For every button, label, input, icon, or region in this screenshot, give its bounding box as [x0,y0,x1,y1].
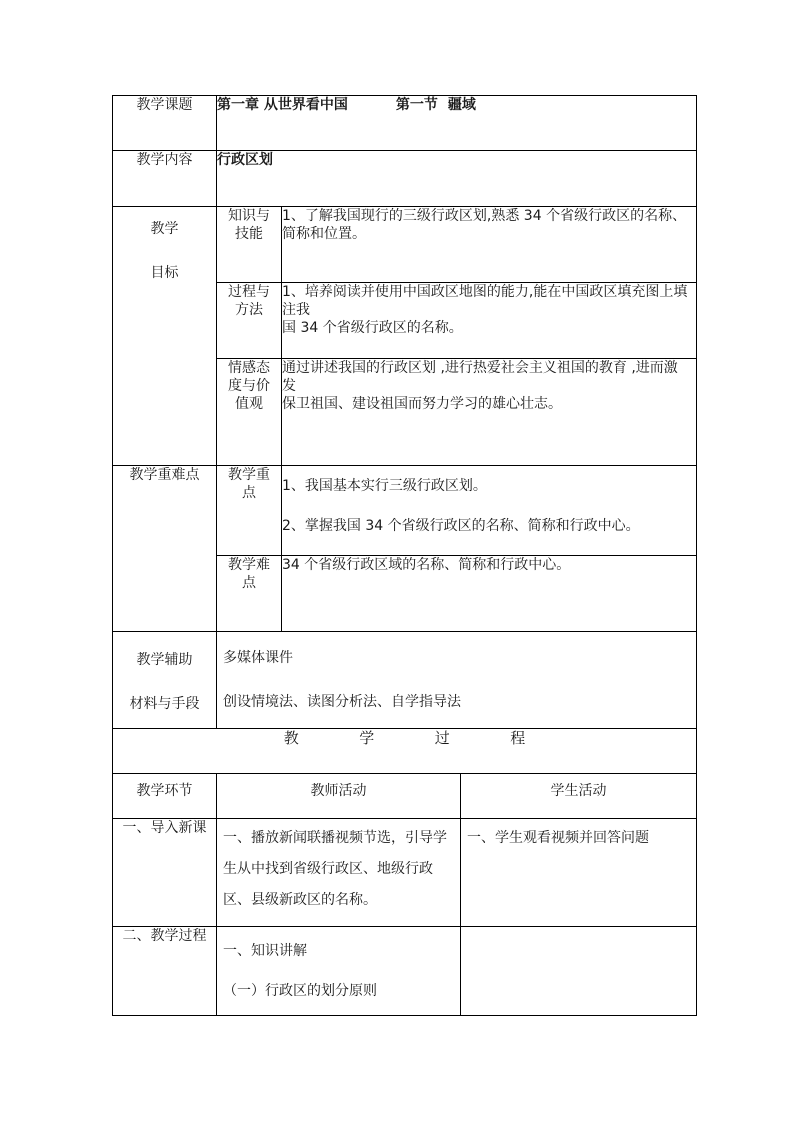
objectives-label-2: 目标 [150,265,179,281]
objective-line: 1、了解我国现行的三级行政区划,熟悉 34 个省级行政区的名称、 [282,208,687,224]
course-topic: 疆域 [447,97,476,113]
table-row [113,819,697,927]
content-label: 教学内容 [113,151,217,207]
process-heading-char: 程 [510,729,526,747]
sublabel-line: 情感态 [228,360,270,376]
teacher-line: （一）行政区的划分原则 [223,983,377,999]
aids-label-1: 教学辅助 [136,652,193,668]
objective-text [282,283,697,359]
focus-line: 1、我国基本实行三级行政区划。 [282,478,487,494]
aids-line: 多媒体课件 [223,650,293,666]
difficulty-line: 34 个省级行政区域的名称、简称和行政中心。 [282,557,571,573]
process-heading-char: 教 [283,729,299,747]
objective-sublabel [217,359,282,466]
sublabel-line: 教学难 [228,557,270,573]
sublabel-line: 度与价 [228,378,270,395]
student-cell [461,927,697,1016]
aids-label [113,632,217,729]
teacher-cell [217,927,461,1016]
sublabel-line: 值观 [235,396,263,413]
key-points-label: 教学重难点 [113,466,217,632]
process-heading [113,729,697,774]
student-cell: 一、学生观看视频并回答问题 [461,819,697,927]
teacher-line: 生从中找到省级行政区、地级行政 [223,861,433,877]
row-objective-knowledge [113,207,697,283]
row-focus [113,466,697,556]
process-heading-char: 过 [434,729,450,747]
row-process-columns [113,774,697,819]
stage-cell: 二、教学过程 [113,927,217,1016]
objective-line: 保卫祖国、建设祖国而努力学习的雄心壮志。 [282,396,562,413]
row-aids [113,632,697,729]
teacher-line: 一、播放新闻联播视频节选，引导学 [223,830,447,846]
aids-line: 创设情境法、读图分析法、自学指导法 [223,694,461,710]
sublabel-line: 技能 [235,226,263,243]
objective-line: 1、培养阅读并使用中国政区地图的能力,能在中国政区填充图上填 注我 [282,284,688,319]
sublabel-line: 教学重 [228,467,270,483]
objective-sublabel [217,207,282,283]
focus-text [282,466,697,556]
sublabel-line: 知识与 [228,208,270,224]
teacher-line: 一、知识讲解 [223,943,307,959]
process-heading-char: 学 [359,729,375,747]
col-teacher-header: 教师活动 [217,774,461,819]
course-section: 第一节 [395,97,438,113]
difficulty-text [282,556,697,632]
course-chapter: 第一章 从世界看中国 [217,97,348,113]
stage-cell: 一、导入新课 [113,819,217,927]
difficulty-sublabel [217,556,282,632]
objective-text [282,207,697,283]
objective-sublabel [217,283,282,359]
objective-line: 简称和位置。 [282,226,366,243]
objectives-label-1: 教学 [150,221,179,237]
course-title [217,96,697,151]
focus-line: 2、掌握我国 34 个省级行政区的名称、简称和行政中心。 [282,518,640,534]
content-value: 行政区划 [217,151,697,207]
sublabel-line: 方法 [235,302,263,319]
objective-text [282,359,697,466]
sublabel-line: 点 [242,485,256,502]
sublabel-line: 过程与 [228,284,270,300]
objective-line: 通过讲述我国的行政区划 ,进行热爱社会主义祖国的教育 ,进而激 发 [282,360,678,395]
lesson-plan-table [112,95,697,1016]
col-stage-header: 教学环节 [113,774,217,819]
sublabel-line: 点 [242,575,256,592]
table-row [113,927,697,1016]
teacher-line: 区、县级新政区的名称。 [223,892,377,908]
col-student-header: 学生活动 [461,774,697,819]
row-process-heading [113,729,697,774]
focus-sublabel [217,466,282,556]
row-course-title [113,96,697,151]
row-content [113,151,697,207]
teacher-cell [217,819,461,927]
aids-text [217,632,697,729]
objective-line: 国 34 个省级行政区的名称。 [282,320,463,337]
course-label: 教学课题 [113,96,217,151]
objectives-label [113,207,217,466]
aids-label-2: 材料与手段 [129,696,200,712]
